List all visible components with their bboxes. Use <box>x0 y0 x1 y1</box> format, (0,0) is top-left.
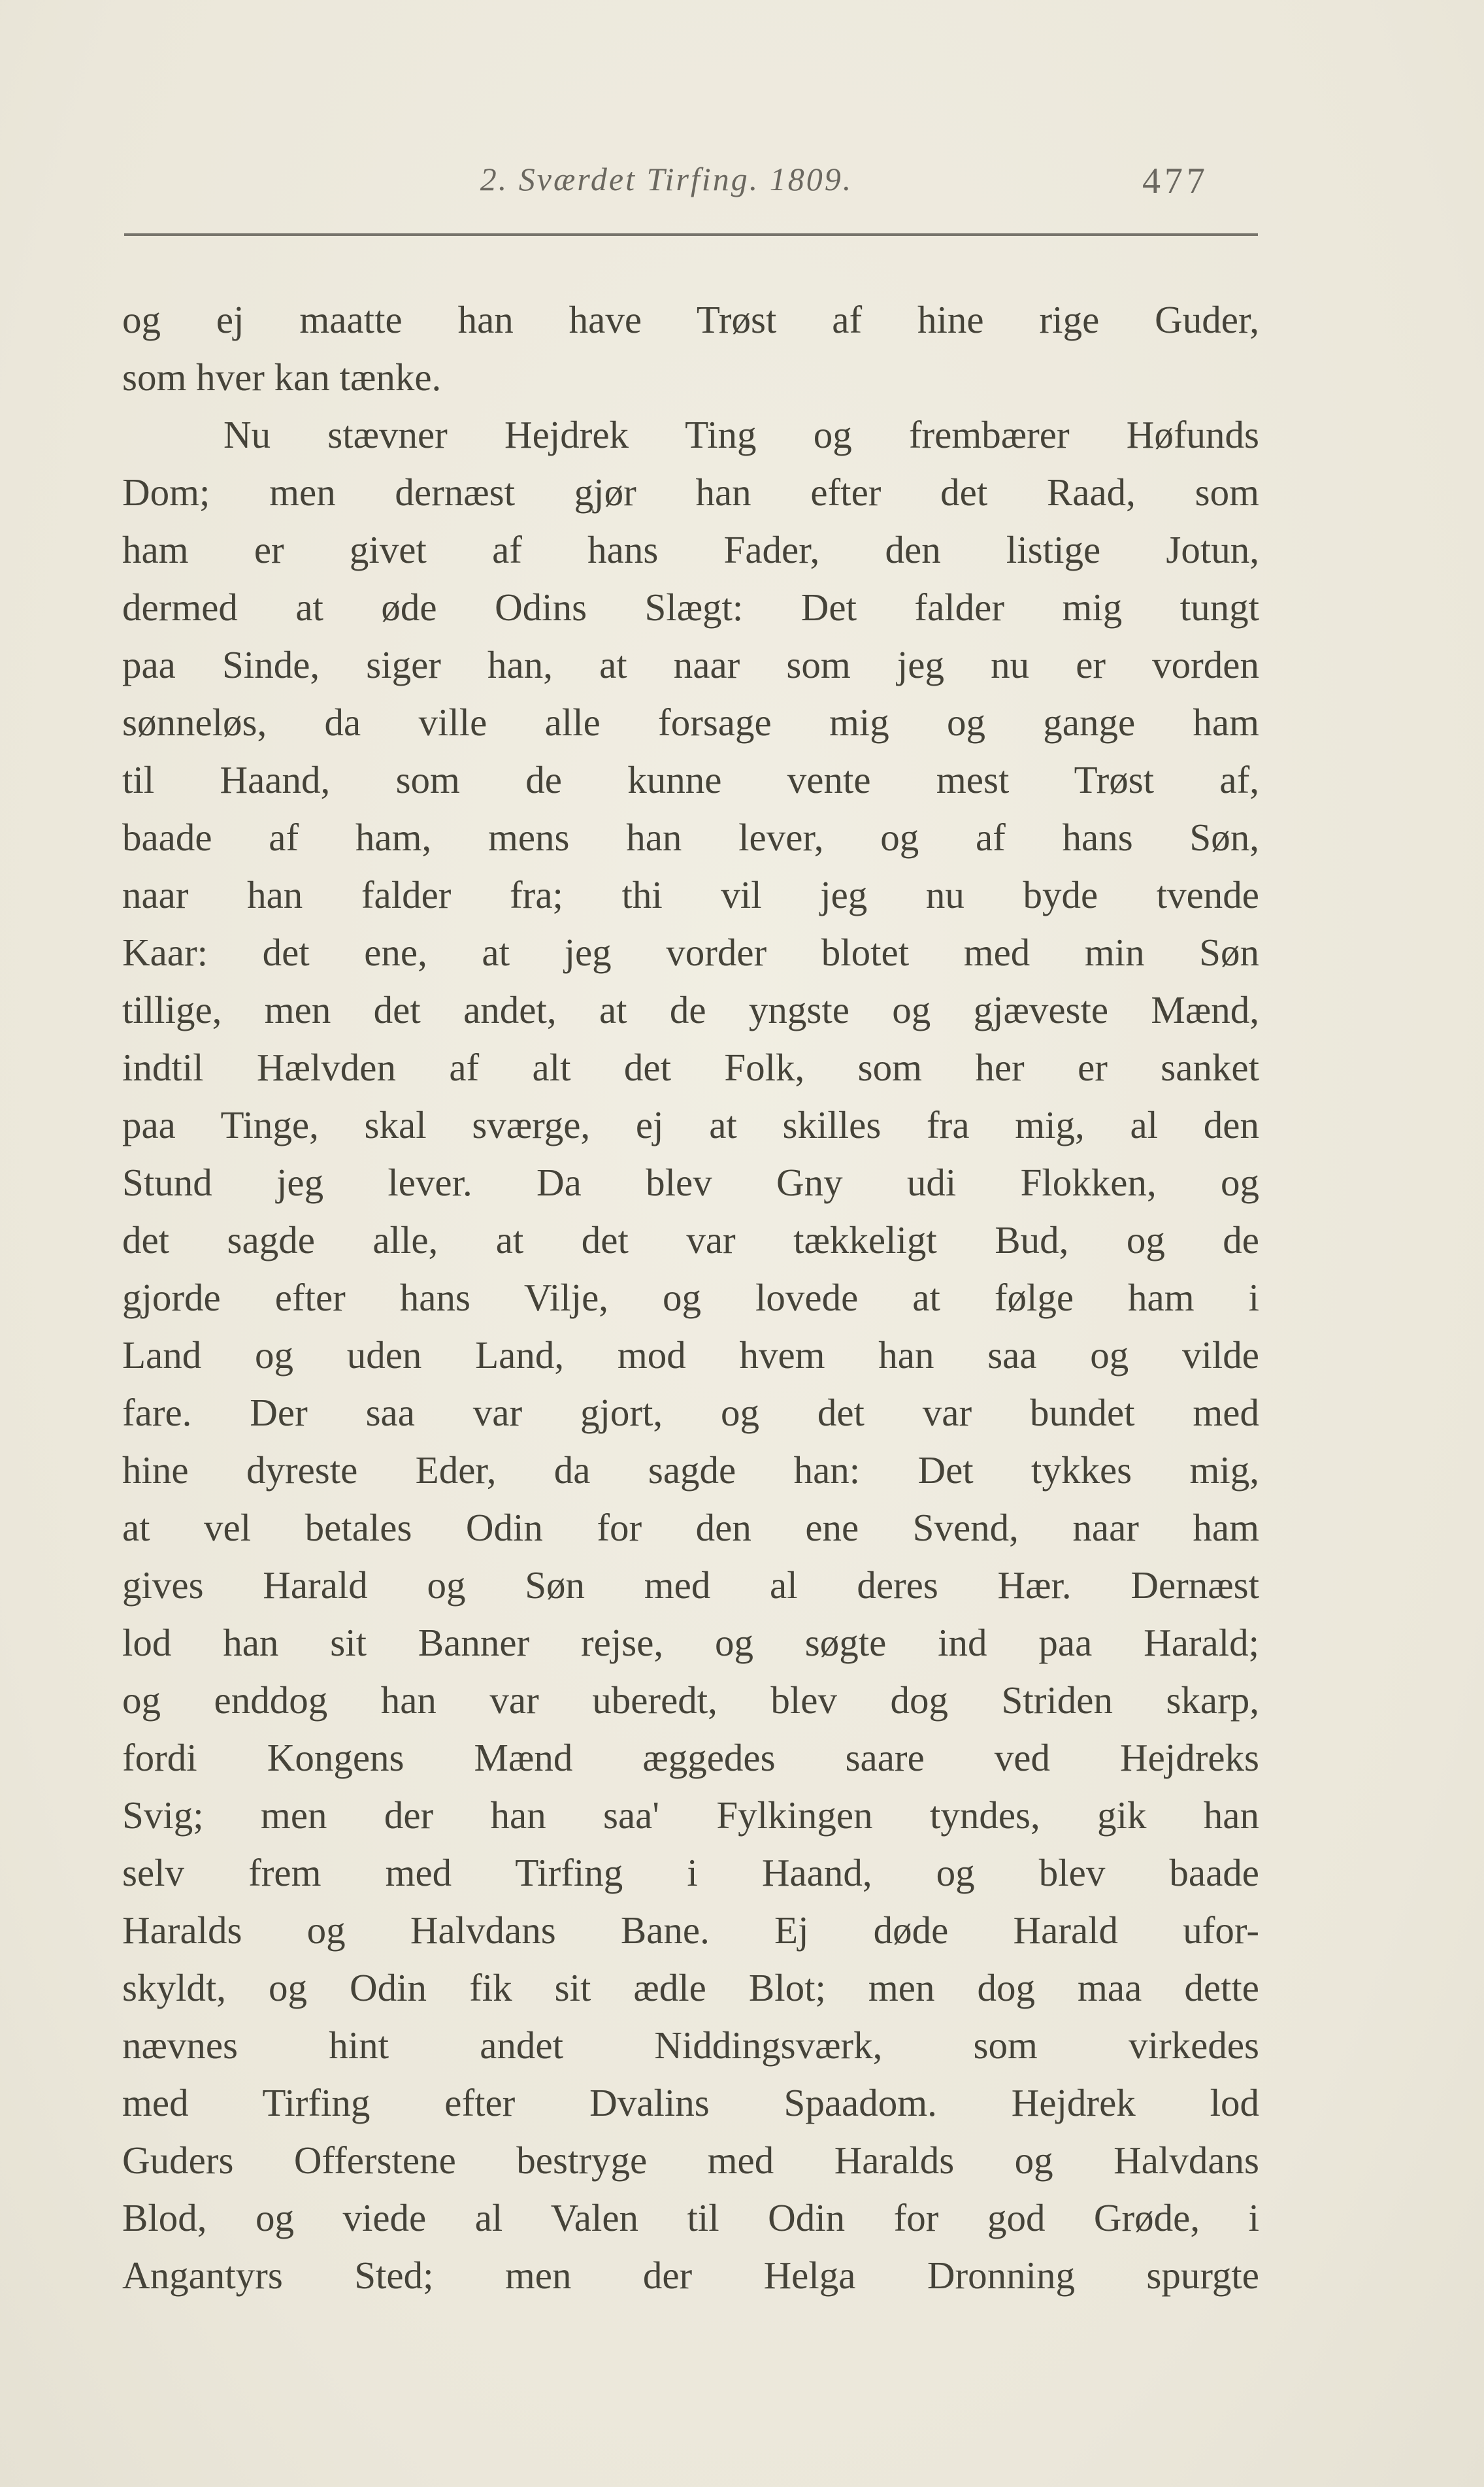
text-line: Guders Offerstene bestryge med Haralds og Halvdans <box>122 2139 1259 2182</box>
text-line: fare. Der saa var gjort, og det var bundet med <box>122 1391 1259 1434</box>
running-title: 2. Sværdet Tirfing. 1809. <box>480 161 853 197</box>
text-line: tillige, men det andet, at de yngste og gjæveste Mænd, <box>122 988 1259 1031</box>
text-line: at vel betales Odin for den ene Svend, naar ham <box>122 1506 1259 1549</box>
text-line: Svig; men der han saa' Fylkingen tyndes, gik han <box>122 1794 1259 1837</box>
text-line: baade af ham, mens han lever, og af hans Søn, <box>122 816 1259 859</box>
text-line: som hver kan tænke. <box>122 356 442 399</box>
text-line: Blod, og viede al Valen til Odin for god Grøde, i <box>122 2196 1259 2239</box>
text-line: ham er givet af hans Fader, den listige Jotun, <box>122 528 1259 571</box>
text-line: nævnes hint andet Niddingsværk, som virkedes <box>122 2024 1259 2067</box>
text-line: Nu stævner Hejdrek Ting og frembærer Høfunds <box>223 413 1259 456</box>
text-line: gjorde efter hans Vilje, og lovede at følge ham i <box>122 1276 1259 1319</box>
text-line: paa Tinge, skal sværge, ej at skilles fra mig, al den <box>122 1103 1259 1146</box>
text-line: dermed at øde Odins Slægt: Det falder mig tungt <box>122 586 1259 629</box>
text-line: Stund jeg lever. Da blev Gny udi Flokken, og <box>122 1161 1259 1204</box>
text-line: Land og uden Land, mod hvem han saa og vilde <box>122 1333 1259 1377</box>
text-line: lod han sit Banner rejse, og søgte ind paa Harald; <box>122 1621 1259 1664</box>
text-line: gives Harald og Søn med al deres Hær. Dernæst <box>122 1563 1259 1607</box>
text-line: med Tirfing efter Dvalins Spaadom. Hejdrek lod <box>122 2081 1259 2124</box>
text-line: sønneløs, da ville alle forsage mig og gange ham <box>122 701 1259 744</box>
text-line: det sagde alle, at det var tækkeligt Bud, og de <box>122 1218 1259 1261</box>
text-line: Dom; men dernæst gjør han efter det Raad, som <box>122 471 1259 514</box>
text-line: og enddog han var uberedt, blev dog Striden skarp, <box>122 1678 1259 1722</box>
page-header <box>124 160 1209 206</box>
text-line: indtil Hælvden af alt det Folk, som her er sanket <box>122 1046 1259 1089</box>
text-line: Haralds og Halvdans Bane. Ej døde Harald ufor- <box>122 1909 1259 1952</box>
text-line: selv frem med Tirfing i Haand, og blev baade <box>122 1851 1259 1894</box>
text-line: fordi Kongens Mænd æggedes saare ved Hejdreks <box>122 1736 1259 1779</box>
page-number: 477 <box>1142 161 1209 201</box>
body-text <box>122 291 1259 2304</box>
header-rule <box>124 233 1258 236</box>
text-line: Angantyrs Sted; men der Helga Dronning spurgte <box>122 2254 1259 2297</box>
text-line: paa Sinde, siger han, at naar som jeg nu er vorden <box>122 643 1259 686</box>
text-line: skyldt, og Odin fik sit ædle Blot; men dog maa dette <box>122 1966 1259 2009</box>
text-line: naar han falder fra; thi vil jeg nu byde tvende <box>122 873 1259 916</box>
text-line: hine dyreste Eder, da sagde han: Det tykkes mig, <box>122 1448 1259 1492</box>
text-line: til Haand, som de kunne vente mest Trøst af, <box>122 758 1259 801</box>
text-line: og ej maatte han have Trøst af hine rige Guder, <box>122 298 1259 341</box>
text-line: Kaar: det ene, at jeg vorder blotet med min Søn <box>122 931 1259 974</box>
